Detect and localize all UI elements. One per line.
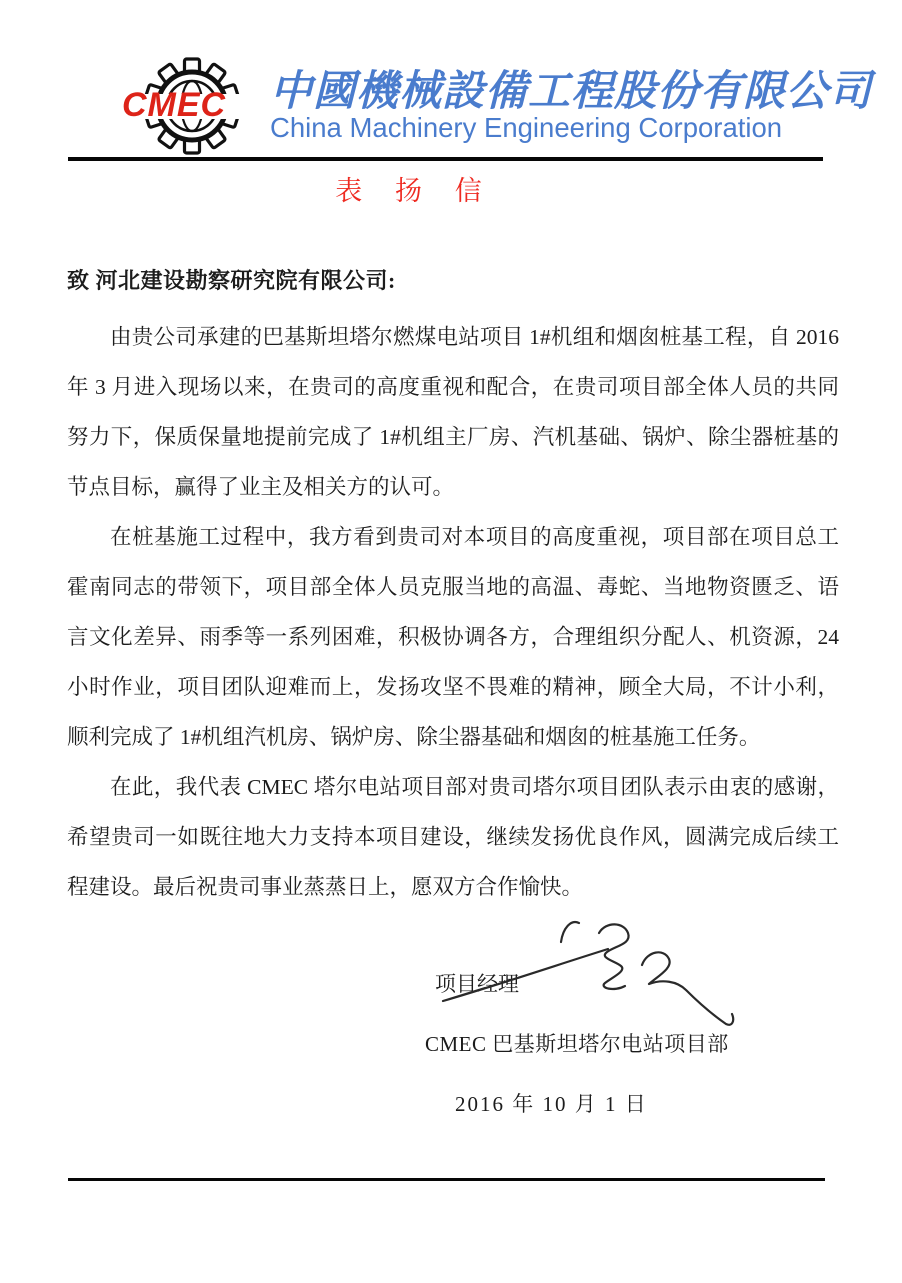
handwritten-signature-icon [428, 893, 758, 1043]
company-names [270, 66, 873, 144]
letter-date: 2016 年 10 月 1 日 [455, 1092, 648, 1116]
signer-department: CMEC 巴基斯坦塔尔电站项目部 [425, 1032, 729, 1056]
salutation-line: 致 河北建设勘察研究院有限公司: [67, 268, 396, 293]
svg-text:CMEC: CMEC [121, 86, 227, 124]
letter-paragraph-1: 由贵公司承建的巴基斯坦塔尔燃煤电站项目 1#机组和烟囱桩基工程，自 2016 年 3 月进入现场以来，在贵司的高度重视和配合，在贵司项目部全体人员的共同努力下，保质保量地提前完成了 1#机组主厂房、汽机基础、锅炉、除尘器桩基的节点目标，赢得了业主及相关方的认可。 [67, 325, 839, 499]
letter-paragraph-3: 在此，我代表 CMEC 塔尔电站项目部对贵司塔尔项目团队表示由衷的感谢，希望贵司一如既往地大力支持本项目建设，继续发扬优良作风，圆满完成后续工程建设。最后祝贵司事业蒸蒸日上，愿双方合作愉快。 [67, 775, 839, 899]
letter-title: 表 扬 信 [335, 176, 495, 206]
letterhead [88, 56, 873, 156]
letter-body [67, 312, 839, 912]
company-name-english: China Machinery Engineering Corporation [270, 112, 783, 144]
letter-paragraph-2: 在桩基施工过程中，我方看到贵司对本项目的高度重视，项目部在项目总工霍南同志的带领下，项目部全体人员克服当地的高温、毒蛇、当地物资匮乏、语言文化差异、雨季等一系列困难，积极协调各方，合理组织分配人、机资源，24 小时作业，项目团队迎难而上，发扬攻坚不畏难的精神，顾全大局，不计小利，顺利完成了 1#机组汽机房、锅炉房、除尘器基础和烟囱的桩基施工任务。 [67, 525, 839, 749]
signer-role-label: 项目经理 [435, 972, 519, 996]
footer-rule [68, 1178, 825, 1181]
company-name-chinese: 中國機械設備工程股份有限公司 [270, 66, 873, 116]
cmec-gear-logo-icon [88, 55, 266, 157]
header-rule [68, 157, 823, 161]
